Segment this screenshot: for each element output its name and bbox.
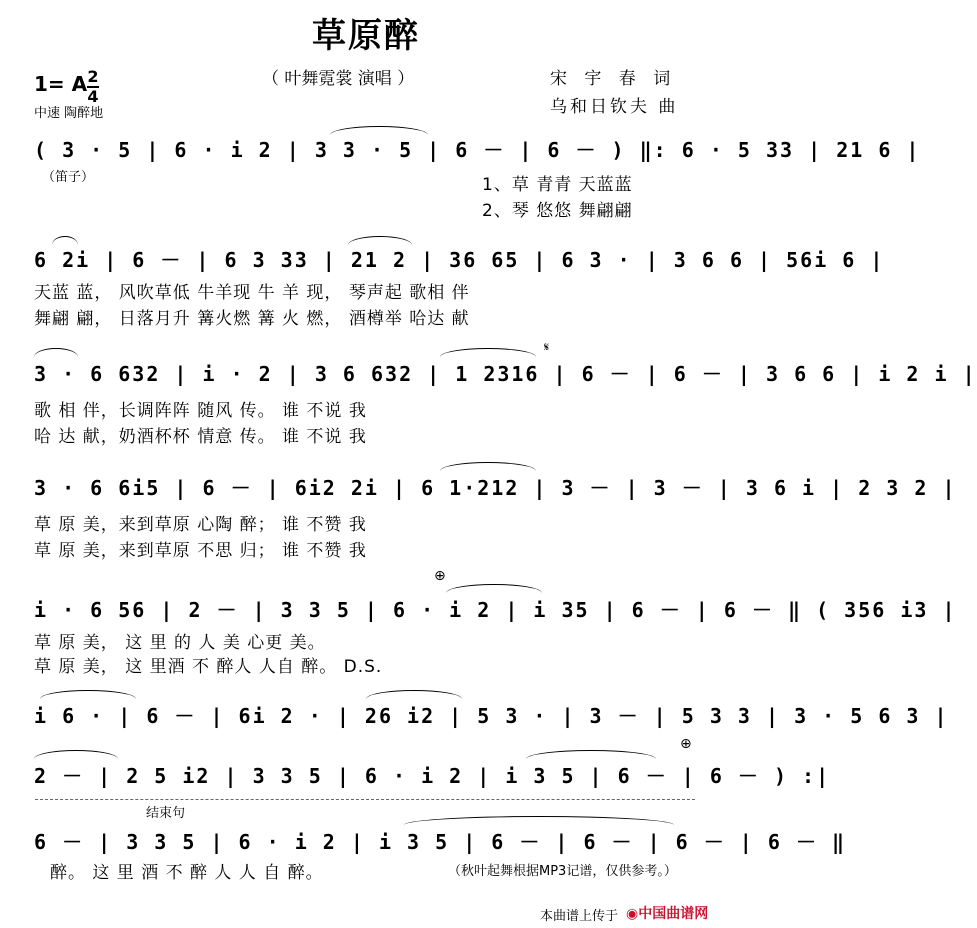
song-title: 草原醉 xyxy=(312,16,420,56)
performer: （ 叶舞霓裳 演唱 ） xyxy=(262,69,415,89)
ending-label: 结束句 xyxy=(146,806,186,821)
system-4-lyric-1: 草 原 美，来到草原 心陶 醉； 谁 不赞 我 xyxy=(34,515,367,535)
time-signature xyxy=(86,68,100,106)
system-2-lyric-2: 舞翩 翩， 日落月升 篝火燃 篝 火 燃， 酒樽举 哈达 献 xyxy=(34,309,470,329)
system-3-notes: 3 · 6 632 | i · 2 | 3 6 632 | 1 2316 | 6 － | 6 － | 3 6 6 | i 2 i | xyxy=(34,362,977,386)
tempo: 中速 陶醉地 xyxy=(34,106,104,121)
slur-arc xyxy=(52,236,78,245)
coda-icon: ⊕ xyxy=(680,736,692,752)
composer: 乌和日钦夫 曲 xyxy=(550,97,679,117)
system-1-lyric-2: 2、琴 悠悠 舞翩翩 xyxy=(482,201,633,221)
lyricist: 宋 宇 春 词 xyxy=(550,69,677,89)
time-top: 2 xyxy=(87,67,99,86)
tie-arc xyxy=(330,126,428,135)
system-6-notes: i 6 · | 6 － | 6i 2 · | 26 i2 | 5 3 · | 3 － | 5 3 3 | 3 · 5 6 3 | xyxy=(34,704,949,728)
site-name: 中国曲谱网 xyxy=(638,906,709,922)
tie-arc xyxy=(366,690,462,699)
tie-arc xyxy=(440,462,536,471)
system-3-lyric-1: 歌 相 伴，长调阵阵 随风 传。 谁 不说 我 xyxy=(34,401,367,421)
ending-bracket xyxy=(35,799,695,800)
system-5-lyric-2: 草 原 美， 这 里酒 不 醉人 人自 醉。 D.S. xyxy=(34,657,383,677)
instrument-note: （笛子） xyxy=(42,170,95,185)
system-5-notes: i · 6 56 | 2 － | 3 3 5 | 6 · i 2 | i 35 | 6 － | 6 － ‖ ( 356 i3 | xyxy=(34,598,957,622)
system-1-lyric-1: 1、草 青青 天蓝蓝 xyxy=(482,175,633,195)
remark: （秋叶起舞根据MP3记谱，仅供参考。） xyxy=(448,864,677,879)
system-8-notes: 6 － | 3 3 5 | 6 · i 2 | i 3 5 | 6 － | 6 － | 6 － | 6 － ‖ xyxy=(34,830,847,854)
upload-note: 本曲谱上传于 xyxy=(540,909,619,924)
tie-arc xyxy=(440,348,536,357)
tie-arc xyxy=(404,816,674,825)
tie-arc xyxy=(40,690,136,699)
tie-arc xyxy=(446,584,542,593)
slur-arc xyxy=(348,236,412,245)
system-3-lyric-2: 哈 达 献，奶酒杯杯 情意 传。 谁 不说 我 xyxy=(34,427,367,447)
system-2-lyric-1: 天蓝 蓝， 风吹草低 牛羊现 牛 羊 现， 琴声起 歌相 伴 xyxy=(34,283,470,303)
tie-arc xyxy=(526,750,656,759)
system-4-lyric-2: 草 原 美，来到草原 不思 归； 谁 不赞 我 xyxy=(34,541,367,561)
key-signature: 1= A xyxy=(34,72,88,96)
segno-icon: 𝄋 xyxy=(544,340,550,354)
system-4-notes: 3 · 6 6i5 | 6 － | 6i2 2i | 6 1·212 | 3 － | 3 － | 3 6 i | 2 3 2 | xyxy=(34,476,957,500)
system-2-notes: 6 2i | 6 － | 6 3 33 | 21 2 | 36 65 | 6 3 · | 3 6 6 | 56i 6 | xyxy=(34,248,885,272)
system-8-lyric: 醉。 这 里 酒 不 醉 人 人 自 醉。 xyxy=(50,863,324,883)
slur-arc xyxy=(34,348,78,357)
system-5-lyric-1: 草 原 美， 这 里 的 人 美 心更 美。 xyxy=(34,633,326,653)
time-bottom: 4 xyxy=(87,87,99,106)
site-logo[interactable] xyxy=(626,903,708,923)
system-1-notes: ( 3 · 5 | 6 · i 2 | 3 3 · 5 | 6 － | 6 － ) ‖: 6 · 5 33 | 21 6 | xyxy=(34,138,921,162)
coda-icon: ⊕ xyxy=(434,568,446,584)
system-7-notes: 2 － | 2 5 i2 | 3 3 5 | 6 · i 2 | i 3 5 | 6 － | 6 － ) :| xyxy=(34,764,831,788)
logo-icon: ◉ xyxy=(626,906,639,922)
tie-arc xyxy=(34,750,118,759)
